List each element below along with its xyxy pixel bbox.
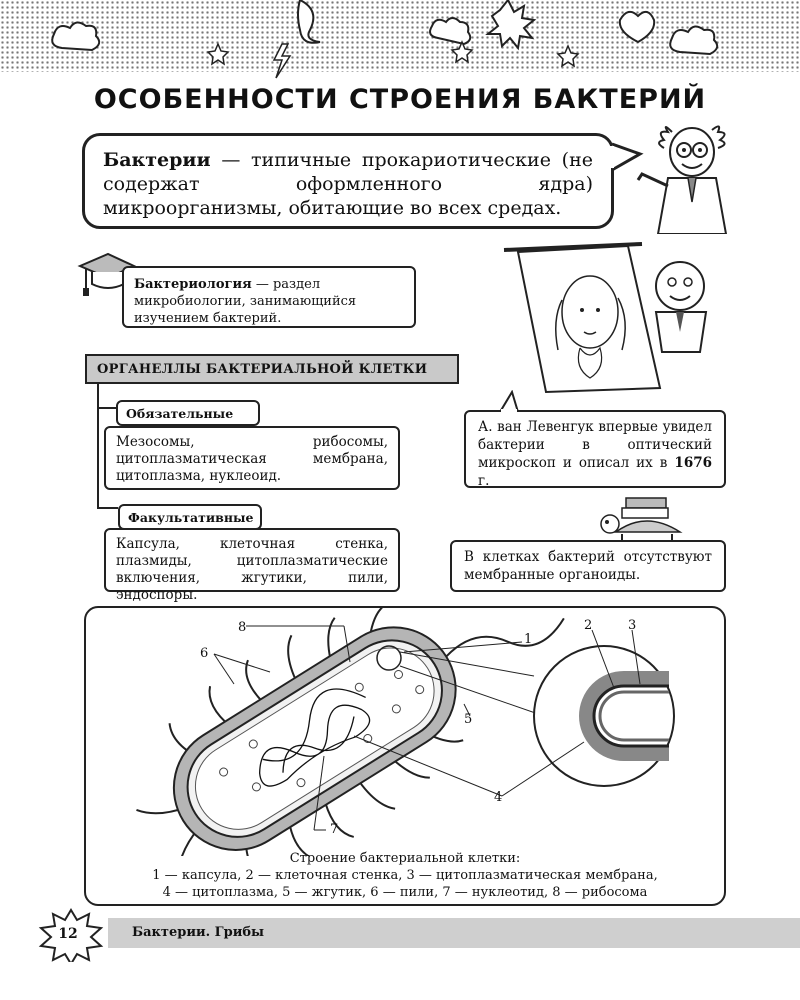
caption-line-2: 4 — цитоплазма, 5 — жгутик, 6 — пили, 7 — нуклеотид, 8 — рибосома xyxy=(162,885,648,900)
definition-text: — раздел микробиологии, занимающийся изучением бактерий. xyxy=(134,277,357,326)
optional-text: Капсула, клеточная стенка, плазмиды, цитоплазматические включения, жгутики, пили, эндоспоры. xyxy=(104,528,400,592)
diagram-label-1: 1 xyxy=(524,632,533,647)
caption-line-1: 1 — капсула, 2 — клеточная стенка, 3 — цитоплазматическая мембрана, xyxy=(152,868,658,883)
diagram-label-2: 2 xyxy=(584,618,593,633)
header-decorations xyxy=(0,0,800,80)
diagram-caption xyxy=(84,850,726,901)
leeuwenhoek-year: 1676 xyxy=(674,455,712,471)
page-number: 12 xyxy=(58,926,78,942)
cloud-icon xyxy=(670,26,717,54)
turtle-books-illustration xyxy=(596,494,696,542)
mandatory-text: Мезосомы, рибосомы, цитоплазматическая мембрана, цитоплазма, нуклеоид. xyxy=(104,426,400,490)
definition-box xyxy=(122,266,416,328)
bacterial-cell-diagram xyxy=(84,606,726,856)
definition-term: Бактериология xyxy=(134,277,252,292)
section-title: ОРГАНЕЛЛЫ БАКТЕРИАЛЬНОЙ КЛЕТКИ xyxy=(85,354,459,384)
intro-text: — типичные прокариотические (не содержат оформленного ядра) микроорганизмы, обитающие во всех средах. xyxy=(103,149,593,219)
diagram-label-4: 4 xyxy=(494,790,503,805)
footer-title: Бактерии. Грибы xyxy=(132,925,265,940)
intro-bubble xyxy=(82,133,614,229)
diagram-label-5: 5 xyxy=(464,712,473,727)
leeuwenhoek-suffix: г. xyxy=(478,473,490,489)
splash-icon xyxy=(298,0,320,43)
mandatory-label: Обязательные xyxy=(116,400,260,426)
leeuwenhoek-box xyxy=(464,410,726,488)
professor-illustration xyxy=(632,122,742,234)
diagram-label-8: 8 xyxy=(238,620,247,635)
caption-title: Строение бактериальной клетки: xyxy=(289,851,521,866)
intro-term: Бактерии xyxy=(103,149,211,171)
portrait-scroll-illustration xyxy=(500,240,710,400)
lightning-icon xyxy=(274,44,290,78)
optional-label: Факультативные xyxy=(118,504,262,530)
diagram-label-3: 3 xyxy=(628,618,637,633)
page-title: ОСОБЕННОСТИ СТРОЕНИЯ БАКТЕРИЙ xyxy=(93,84,707,115)
bubble-tail xyxy=(496,390,526,412)
absence-box: В клетках бактерий отсутствуют мембранные органоиды. xyxy=(450,540,726,592)
diagram-label-6: 6 xyxy=(200,646,209,661)
burst-icon xyxy=(488,0,534,48)
heart-icon xyxy=(620,12,654,42)
star-icon xyxy=(208,44,228,64)
cloud-icon xyxy=(430,18,470,44)
star-icon xyxy=(558,46,578,66)
cloud-icon xyxy=(52,22,99,50)
diagram-label-7: 7 xyxy=(330,822,339,837)
star-icon xyxy=(452,42,472,62)
leeuwenhoek-text: А. ван Левенгук впервые увидел бактерии в оптический микроскоп и описал их в xyxy=(478,419,712,471)
